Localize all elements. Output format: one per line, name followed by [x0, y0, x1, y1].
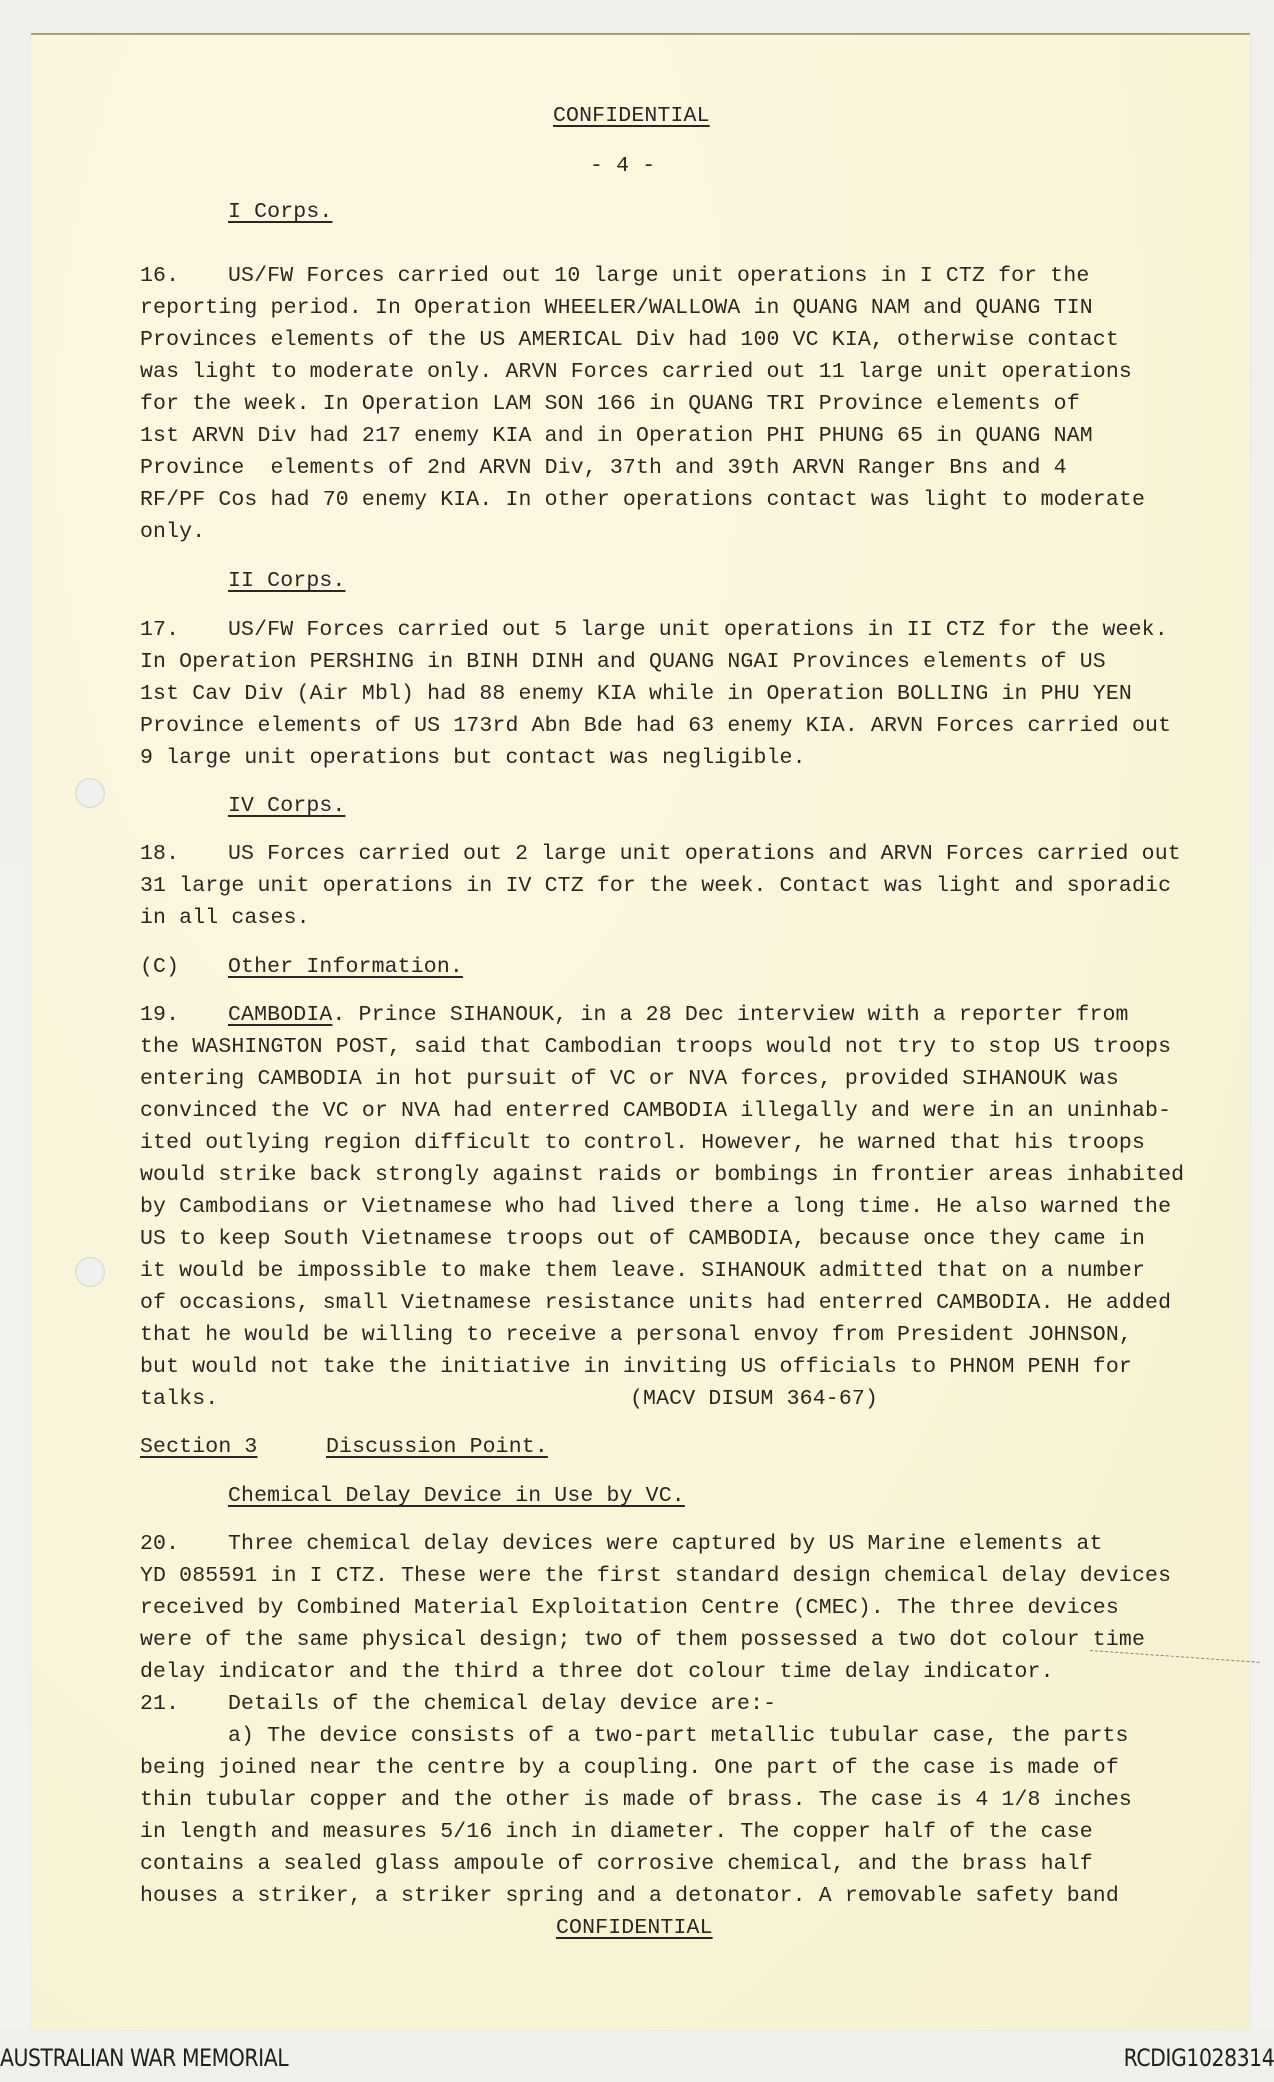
heading-other-information: Other Information.: [228, 955, 463, 979]
para-line: US to keep South Vietnamese troops out of CAMBODIA, because once they came in: [140, 1227, 1146, 1251]
para-line-rest: . Prince SIHANOUK, in a 28 Dec interview with a reporter from: [332, 1003, 1129, 1027]
para-line: by Cambodians or Vietnamese who had lived there a long time. He also warned the: [140, 1195, 1172, 1219]
para-line-first: [228, 999, 1129, 1031]
para-line: entering CAMBODIA in hot pursuit of VC or NVA forces, provided SIHANOUK was: [140, 1067, 1119, 1091]
institution-caption: AUSTRALIAN WAR MEMORIAL: [0, 2044, 289, 2072]
para-line: convinced the VC or NVA had enterred CAMBODIA illegally and were in an uninhab-: [140, 1099, 1172, 1123]
para-number: 21.: [140, 1692, 180, 1716]
para-line: received by Combined Material Exploitation Centre (CMEC). The three devices: [140, 1596, 1119, 1620]
para-line: the WASHINGTON POST, said that Cambodian troops would not try to stop US troops: [140, 1035, 1172, 1059]
para-line: YD 085591 in I CTZ. These were the first standard design chemical delay devices: [140, 1564, 1172, 1588]
para-line: Province elements of 2nd ARVN Div, 37th and 39th ARVN Ranger Bns and 4: [140, 456, 1067, 480]
subheading-chemical-delay-device: Chemical Delay Device in Use by VC.: [228, 1484, 685, 1508]
para-line: it would be impossible to make them leave. SIHANOUK admitted that on a number: [140, 1259, 1146, 1283]
para-line: of occasions, small Vietnamese resistance units had enterred CAMBODIA. He added: [140, 1291, 1172, 1315]
para-line: delay indicator and the third a three dot colour time delay indicator.: [140, 1660, 1054, 1684]
para-line: US/FW Forces carried out 10 large unit operations in I CTZ for the: [228, 264, 1090, 288]
para-line: Provinces elements of the US AMERICAL Div had 100 VC KIA, otherwise contact: [140, 328, 1119, 352]
para-line: US/FW Forces carried out 5 large unit operations in II CTZ for the week.: [228, 618, 1168, 642]
subject-cambodia: CAMBODIA: [228, 1003, 333, 1027]
punch-hole: [75, 1257, 105, 1287]
para-number: 18.: [140, 842, 180, 866]
heading-ii-corps: II Corps.: [228, 569, 346, 593]
heading-i-corps: I Corps.: [228, 200, 333, 224]
para-line: in all cases.: [140, 906, 310, 930]
para-line: Details of the chemical delay device are:-: [228, 1692, 777, 1716]
para-line: 1st ARVN Div had 217 enemy KIA and in Operation PHI PHUNG 65 in QUANG NAM: [140, 424, 1093, 448]
classification-footer: CONFIDENTIAL: [556, 1916, 713, 1940]
para-number: 19.: [140, 1003, 180, 1027]
para-line: 9 large unit operations but contact was negligible.: [140, 746, 806, 770]
para-line: would strike back strongly against raids or bombings in frontier areas inhabited: [140, 1163, 1185, 1187]
page-number: - 4 -: [590, 154, 656, 178]
para-line: that he would be willing to receive a personal envoy from President JOHNSON,: [140, 1323, 1132, 1347]
para-line: 31 large unit operations in IV CTZ for the week. Contact was light and sporadic: [140, 874, 1172, 898]
para-line: was light to moderate only. ARVN Forces carried out 11 large unit operations: [140, 360, 1132, 384]
section-3-label: Section 3: [140, 1435, 258, 1459]
para-line: thin tubular copper and the other is made of brass. The case is 4 1/8 inches: [140, 1788, 1132, 1812]
para-line: being joined near the centre by a coupling. One part of the case is made of: [140, 1756, 1119, 1780]
para-number: 17.: [140, 618, 180, 642]
para-line: in length and measures 5/16 inch in diameter. The copper half of the case: [140, 1820, 1093, 1844]
para-line: Province elements of US 173rd Abn Bde had 63 enemy KIA. ARVN Forces carried out: [140, 714, 1172, 738]
para-line: reporting period. In Operation WHEELER/WALLOWA in QUANG NAM and QUANG TIN: [140, 296, 1093, 320]
para-line: 1st Cav Div (Air Mbl) had 88 enemy KIA while in Operation BOLLING in PHU YEN: [140, 682, 1132, 706]
para-line: US Forces carried out 2 large unit operations and ARVN Forces carried out: [228, 842, 1181, 866]
para-number: 20.: [140, 1532, 180, 1556]
classification-header: CONFIDENTIAL: [553, 104, 710, 128]
para-line: houses a striker, a striker spring and a detonator. A removable safety band: [140, 1884, 1119, 1908]
para-line: for the week. In Operation LAM SON 166 in QUANG TRI Province elements of: [140, 392, 1080, 416]
para-line: were of the same physical design; two of them possessed a two dot colour time: [140, 1628, 1146, 1652]
para-line: but would not take the initiative in inviting US officials to PHNOM PENH for: [140, 1355, 1132, 1379]
heading-discussion-point: Discussion Point.: [326, 1435, 548, 1459]
para-line: contains a sealed glass ampoule of corrosive chemical, and the brass half: [140, 1852, 1093, 1876]
para-line: RF/PF Cos had 70 enemy KIA. In other operations contact was light to moderate: [140, 488, 1146, 512]
para-line: only.: [140, 520, 206, 544]
heading-iv-corps: IV Corps.: [228, 794, 346, 818]
para-line: ited outlying region difficult to control. However, he warned that his troops: [140, 1131, 1146, 1155]
para-line: talks.: [140, 1387, 219, 1411]
source-citation: (MACV DISUM 364-67): [630, 1387, 878, 1411]
para-line: Three chemical delay devices were captured by US Marine elements at: [228, 1532, 1103, 1556]
para-line: In Operation PERSHING in BINH DINH and QUANG NGAI Provinces elements of US: [140, 650, 1106, 674]
punch-hole: [75, 778, 105, 808]
record-id: RCDIG1028314: [1123, 2044, 1274, 2072]
para-number: 16.: [140, 264, 180, 288]
section-label: (C): [140, 955, 180, 979]
para-line: a) The device consists of a two-part metallic tubular case, the parts: [228, 1724, 1129, 1748]
